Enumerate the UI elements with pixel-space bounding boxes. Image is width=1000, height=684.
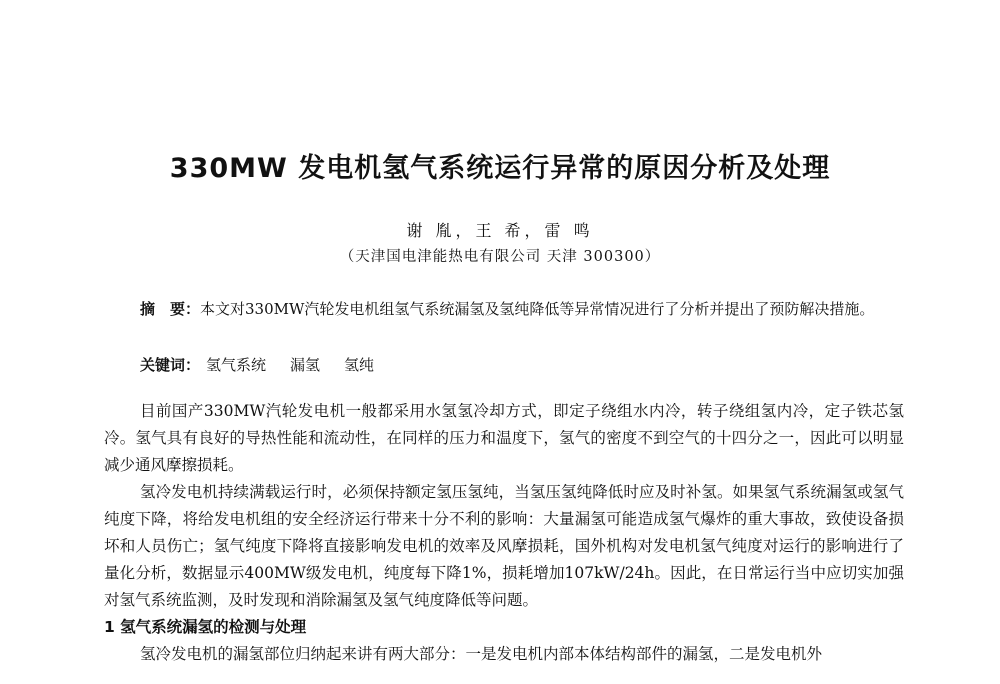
keyword-item: 漏氢 — [290, 356, 321, 374]
abstract-text: 本文对330MW汽轮发电机组氢气系统漏氢及氢纯降低等异常情况进行了分析并提出了预防解决措施。 — [200, 300, 875, 318]
keyword-item: 氢纯 — [344, 356, 375, 374]
keyword-item: 氢气系统 — [206, 356, 267, 374]
paper-body — [104, 398, 904, 668]
body-paragraph: 目前国产330MW汽轮发电机一般都采用水氢氢冷却方式，即定子绕组水内冷，转子绕组氢内冷，定子铁芯氢冷。氢气具有良好的导热性能和流动性，在同样的压力和温度下，氢气的密度不到空气的十四分之一，因此可以明显减少通风摩擦损耗。 — [104, 402, 904, 474]
body-paragraph: 氢冷发电机持续满载运行时，必须保持额定氢压氢纯，当氢压氢纯降低时应及时补氢。如果氢气系统漏氢或氢气纯度下降，将给发电机组的安全经济运行带来十分不利的影响：大量漏氢可能造成氢气爆炸的重大事故，致使设备损坏和人员伤亡；氢气纯度下降将直接影响发电机的效率及风摩损耗，国外机构对发电机氢气纯度对运行的影响进行了量化分析，数据显示400MW级发电机，纯度每下降1%，损耗增加107kW/24h。因此，在日常运行当中应切实加强对氢气系统监测，及时发现和消除漏氢及氢气纯度降低等问题。 — [104, 483, 904, 609]
body-paragraph: 氢冷发电机的漏氢部位归纳起来讲有两大部分：一是发电机内部本体结构部件的漏氢，二是发电机外 — [140, 645, 823, 663]
paper-affiliation: （天津国电津能热电有限公司 天津 300300） — [339, 249, 661, 265]
paper-authors: 谢 胤，王 希，雷 鸣 — [406, 221, 594, 240]
keywords-label: 关键词： — [140, 356, 201, 374]
paper-title: 330MW 发电机氢气系统运行异常的原因分析及处理 — [169, 153, 831, 184]
keywords — [140, 352, 900, 379]
abstract-label: 摘 要： — [140, 300, 201, 318]
section-heading: 1 氢气系统漏氢的检测与处理 — [104, 618, 307, 636]
abstract — [104, 296, 904, 323]
